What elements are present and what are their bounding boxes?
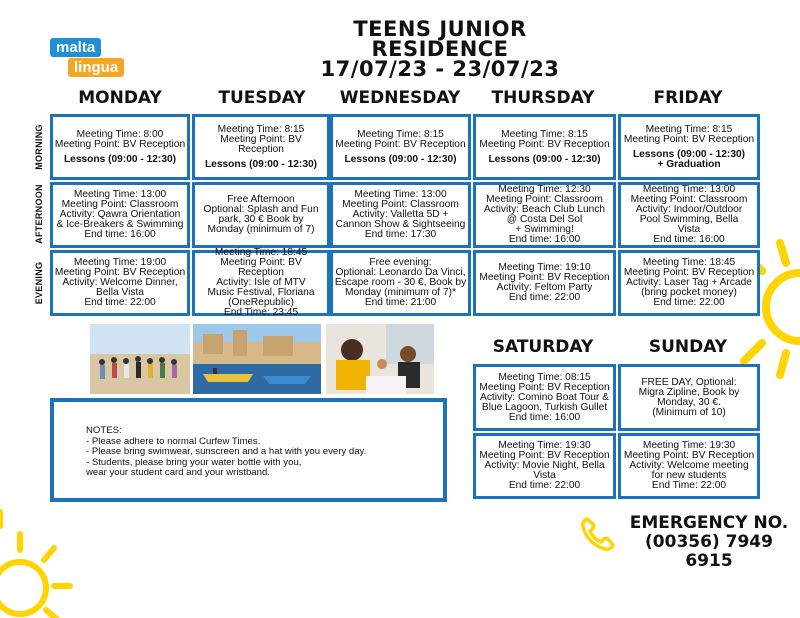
row-label-morning: MORNING — [34, 124, 44, 170]
schedule-cell-sunday-evening: Meeting Time: 19:30 Meeting Point: BV Reception Activity: Welcome meeting for new students End Time: 22:00 — [618, 433, 760, 499]
schedule-cell-wednesday-evening: Free evening: Optional: Leonardo Da Vinci, Escape room - 30 €, Book by Monday (minimum of 7)* End time: 21:00 — [330, 250, 471, 316]
schedule-cell-friday-morning: Meeting Time: 8:15 Meeting Point: BV Reception Lessons (09:00 - 12:30) + Graduation — [618, 114, 760, 180]
sun-decoration-bottom-left — [0, 498, 90, 618]
title-line-1: TEENS JUNIOR RESIDENCE — [353, 17, 527, 61]
day-header-thursday: THURSDAY — [491, 88, 595, 108]
phone-icon — [578, 514, 618, 554]
emergency-label: EMERGENCY NO. — [629, 513, 789, 533]
schedule-cell-saturday-evening: Meeting Time: 19:30 Meeting Point: BV Reception Activity: Movie Night, Bella Vista End time: 22:00 — [473, 433, 616, 499]
schedule-cell-thursday-evening: Meeting Time: 19:10 Meeting Point: BV Reception Activity: Feltom Party End time: 22:00 — [473, 250, 616, 316]
notes-text: NOTES: - Please adhere to normal Curfew Times. - Please bring swimwear, sunscreen and a hat with you every day. - Students, please bring your water bottle with you, wear your student card and your wristband. — [86, 425, 367, 478]
malta-lingua-logo — [50, 38, 130, 82]
schedule-cell-tuesday-morning: Meeting Time: 8:15 Meeting Point: BV Reception Lessons (09:00 - 12:30) — [192, 114, 330, 180]
row-label-afternoon: AFTERNOON — [34, 184, 44, 244]
schedule-cell-monday-morning: Meeting Time: 8:00 Meeting Point: BV Reception Lessons (09:00 - 12:30) — [50, 114, 190, 180]
day-header-sunday: SUNDAY — [648, 337, 728, 357]
row-label-evening: EVENING — [34, 261, 44, 305]
page-title — [290, 19, 590, 79]
photo-group-of-students — [90, 324, 190, 394]
logo-top-text: malta — [50, 38, 101, 57]
schedule-cell-saturday-day: Meeting Time: 08:15 Meeting Point: BV Reception Activity: Comino Boat Tour & Blue Lagoon, Turkish Gullet End time: 16:00 — [473, 364, 616, 431]
day-header-saturday: SATURDAY — [492, 337, 594, 357]
schedule-cell-monday-afternoon: Meeting Time: 13:00 Meeting Point: Classroom Activity: Qawra Orientation & Ice-Breakers & Swimming End time: 16:00 — [50, 182, 190, 248]
schedule-cell-friday-evening: Meeting Time: 18:45 Meeting Point: BV Reception Activity: Laser Tag + Arcade (bring pocket money) End time: 22:00 — [618, 250, 760, 316]
schedule-cell-friday-afternoon: Meeting Time: 13:00 Meeting Point: Classroom Activity: Indoor/Outdoor Pool Swimming, Bella Vista End time: 16:00 — [618, 182, 760, 248]
day-header-wednesday: WEDNESDAY — [339, 88, 461, 108]
notes-box — [50, 398, 447, 502]
title-line-2: 17/07/23 - 23/07/23 — [320, 57, 560, 81]
day-header-tuesday: TUESDAY — [218, 88, 306, 108]
schedule-cell-thursday-afternoon: Meeting Time: 12:30 Meeting Point: Classroom Activity: Beach Club Lunch @ Costa Del Sol + Swimming! End time: 16:00 — [473, 182, 616, 248]
emergency-number: (00356) 7949 6915 — [645, 532, 773, 571]
schedule-cell-tuesday-evening: Meeting Time: 18:45 Meeting Point: BV Reception Activity: Isle of MTV Music Festival, Floriana (OneRepublic) End Time: 23:45 — [192, 250, 330, 316]
schedule-cell-wednesday-morning: Meeting Time: 8:15 Meeting Point: BV Reception Lessons (09:00 - 12:30) — [330, 114, 471, 180]
schedule-cell-thursday-morning: Meeting Time: 8:15 Meeting Point: BV Reception Lessons (09:00 - 12:30) — [473, 114, 616, 180]
schedule-cell-wednesday-afternoon: Meeting Time: 13:00 Meeting Point: Classroom Activity: Valletta 5D + Cannon Show & Sightseeing End time: 17:30 — [330, 182, 471, 248]
emergency-contact — [624, 514, 794, 571]
schedule-cell-tuesday-afternoon: Free Afternoon Optional: Splash and Fun park, 30 € Book by Monday (minimum of 7) — [192, 182, 330, 248]
logo-bottom-text: lingua — [68, 58, 124, 77]
schedule-cell-sunday-day: FREE DAY, Optional: Migra Zipline, Book by Monday, 30 €. (Minimum of 10) — [618, 364, 760, 431]
photo-classroom-students — [326, 324, 434, 394]
schedule-cell-monday-evening: Meeting Time: 19:00 Meeting Point: BV Reception Activity: Welcome Dinner, Bella Vista End time: 22:00 — [50, 250, 190, 316]
day-header-friday: FRIDAY — [653, 88, 723, 108]
day-header-monday: MONDAY — [78, 88, 162, 108]
photo-harbour-boats — [193, 324, 321, 394]
